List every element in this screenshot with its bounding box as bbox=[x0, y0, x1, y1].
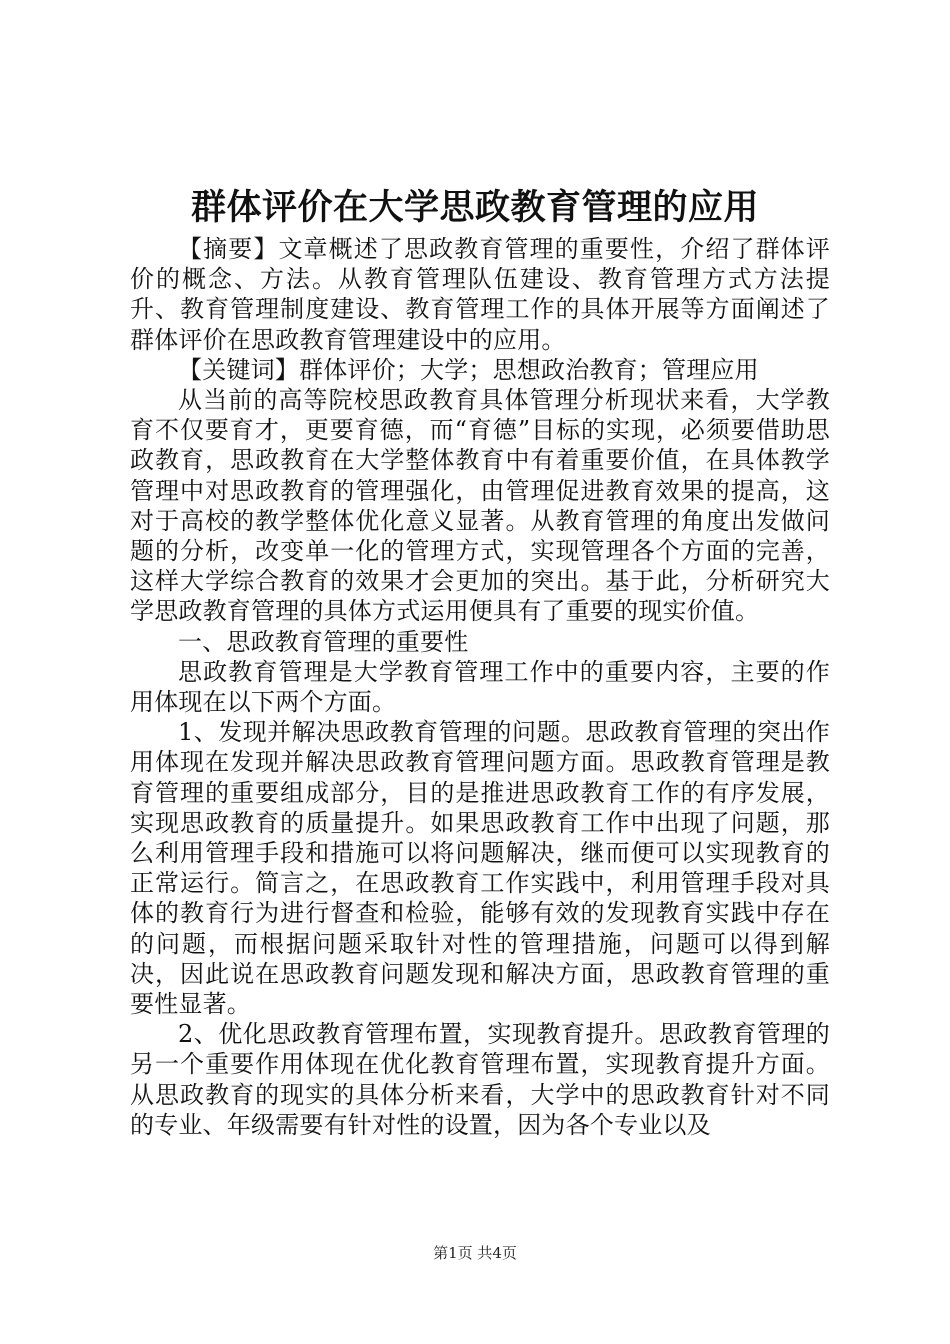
body-paragraph: 2、优化思政教育管理布置，实现教育提升。思政教育管理的另一个重要作用体现在优化教育管理布置，实现教育提升方面。从思政教育的现实的具体分析来看，大学中的思政教育针对不同的专业、年级需要有针对性的设置，因为各个专业以及 bbox=[130, 1020, 830, 1139]
document-title: 群体评价在大学思政教育管理的应用 bbox=[190, 188, 759, 228]
body-paragraph: 思政教育管理是大学教育管理工作中的重要内容，主要的作用体现在以下两个方面。 bbox=[130, 657, 830, 717]
page-footer: 第1页 共4页 bbox=[433, 1244, 517, 1262]
intro-paragraph: 从当前的高等院校思政教育具体管理分析现状来看，大学教育不仅要育才，更要育德，而“育德”目标的实现，必须要借助思政教育，思政教育在大学整体教育中有着重要价值，在具体教学管理中对思政教育的管理强化，由管理促进教育效果的提高，这对于高校的教学整体优化意义显著。从教育管理的角度出发做问题的分析，改变单一化的管理方式，实现管理各个方面的完善，这样大学综合教育的效果才会更加的突出。基于此，分析研究大学思政教育管理的具体方式运用便具有了重要的现实价值。 bbox=[130, 386, 830, 626]
document-body bbox=[130, 234, 830, 1140]
body-paragraph: 1、发现并解决思政教育管理的问题。思政教育管理的突出作用体现在发现并解决思政教育管理问题方面。思政教育管理是教育管理的重要组成部分，目的是推进思政教育工作的有序发展，实现思政教育的质量提升。如果思政教育工作中出现了问题，那么利用管理手段和措施可以将问题解决，继而便可以实现教育的正常运行。简言之，在思政教育工作实践中，利用管理手段对具体的教育行为进行督查和检验，能够有效的发现教育实践中存在的问题，而根据问题采取针对性的管理措施，问题可以得到解决，因此说在思政教育问题发现和解决方面，思政教育管理的重要性显著。 bbox=[130, 718, 830, 1019]
section-heading: 一、思政教育管理的重要性 bbox=[178, 627, 469, 656]
keywords-paragraph: 【关键词】群体评价；大学；思想政治教育；管理应用 bbox=[178, 355, 759, 384]
abstract-paragraph: 【摘要】文章概述了思政教育管理的重要性，介绍了群体评价的概念、方法。从教育管理队伍建设、教育管理方式方法提升、教育管理制度建设、教育管理工作的具体开展等方面阐述了群体评价在思政教育管理建设中的应用。 bbox=[130, 235, 830, 354]
